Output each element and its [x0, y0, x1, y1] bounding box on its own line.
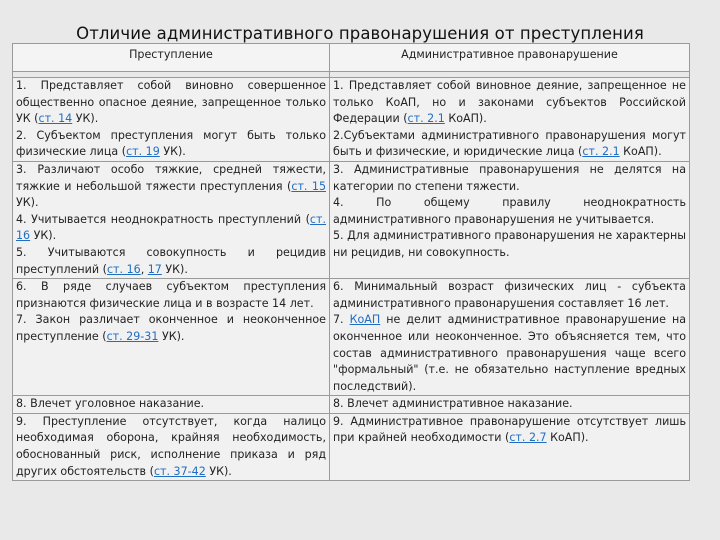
- cell-text: не делит административное правонарушение на оконченное или неоконченное. Это объясняется тем, что состав административного правонарушения чаще всего "формальный" (т.е. не обязательно наступление вредных последствий).: [333, 313, 686, 393]
- cell-text: 6. Минимальный возраст физических лиц - субъекта административного правонарушения составляет 16 лет.: [333, 280, 686, 310]
- cell-text: КоАП).: [546, 431, 589, 445]
- cell-paragraph: [16, 78, 326, 128]
- article-link[interactable]: ст. 16: [106, 262, 141, 276]
- crime-cell: [13, 396, 330, 414]
- cell-paragraph: [16, 279, 326, 312]
- offense-cell: [330, 161, 690, 278]
- cell-paragraph: [333, 414, 686, 447]
- cell-paragraph: [16, 312, 326, 345]
- cell-paragraph: [333, 195, 686, 228]
- crime-cell: [13, 413, 330, 480]
- offense-cell: [330, 396, 690, 414]
- table-row: [13, 413, 690, 480]
- article-link[interactable]: ст. 2.1: [582, 145, 620, 159]
- cell-paragraph: [333, 312, 686, 395]
- cell-paragraph: [16, 414, 326, 480]
- cell-text: 8. Влечет уголовное наказание.: [16, 397, 205, 411]
- cell-paragraph: [16, 396, 326, 413]
- cell-text: 7. Закон различает оконченное и неоконченное преступление (: [16, 313, 326, 343]
- article-link[interactable]: ст. 37-42: [153, 464, 206, 478]
- cell-text: 9. Преступление отсутствует, когда налицо необходимая оборона, крайняя необходимость, обоснованный риск, исполнение приказа и ряд других обстоятельств (: [16, 414, 326, 478]
- cell-paragraph: [16, 162, 326, 212]
- cell-text: ,: [140, 262, 148, 276]
- cell-text: 2. Субъектом преступления могут быть только физические лица (: [16, 128, 326, 159]
- table-row: [13, 161, 690, 278]
- offense-cell: [330, 279, 690, 396]
- cell-paragraph: [333, 162, 686, 195]
- header-offense: Административное правонарушение: [330, 44, 690, 72]
- crime-cell: [13, 78, 330, 162]
- crime-cell: [13, 279, 330, 396]
- table-row: [13, 279, 690, 396]
- cell-text: 5. Учитываются совокупность и рецидив преступлений (: [16, 245, 326, 276]
- page-title: Отличие административного правонарушения от преступления: [76, 24, 644, 43]
- cell-text: 1. Представляет собой виновное деяние, запрещенное не только КоАП, но и законами субъектов Российской Федерации (: [333, 79, 686, 126]
- cell-text: 6. В ряде случаев субъектом преступления признаются физические лица и в возрасте 14 лет.: [16, 280, 326, 310]
- article-link[interactable]: ст. 15: [291, 179, 326, 193]
- article-link[interactable]: ст. 2.7: [509, 431, 547, 445]
- cell-paragraph: [16, 212, 326, 245]
- cell-text: КоАП).: [619, 145, 662, 159]
- cell-text: УК).: [30, 229, 57, 243]
- cell-text: 7.: [333, 313, 350, 327]
- article-link[interactable]: ст. 16: [16, 212, 326, 243]
- cell-text: 4. По общему правилу неоднократность административного правонарушения не учитывается.: [333, 196, 686, 226]
- table-row: [13, 78, 690, 162]
- header-crime: Преступление: [13, 44, 330, 72]
- crime-cell: [13, 161, 330, 278]
- cell-text: 5. Для административного правонарушения не характерны ни рецидив, ни совокупность.: [333, 229, 686, 259]
- cell-paragraph: [333, 228, 686, 261]
- cell-paragraph: [333, 279, 686, 312]
- table-header-row: [13, 44, 690, 72]
- cell-text: 2.Субъектами административного правонарушения могут быть и физические, и юридические лица (: [333, 128, 686, 159]
- cell-text: УК).: [159, 145, 186, 159]
- article-link[interactable]: КоАП: [349, 313, 381, 327]
- cell-text: 3. Различают особо тяжкие, средней тяжести, тяжкие и небольшой тяжести преступления (: [16, 162, 326, 193]
- cell-paragraph: [333, 128, 686, 161]
- article-link[interactable]: ст. 2.1: [407, 112, 445, 126]
- cell-text: 8. Влечет административное наказание.: [333, 397, 573, 411]
- cell-text: УК).: [205, 464, 232, 478]
- cell-text: 1. Представляет собой виновно совершенное общественно опасное деяние, запрещенное только УК (: [16, 79, 326, 126]
- table-body: [13, 72, 690, 481]
- article-link[interactable]: ст. 19: [126, 145, 160, 159]
- cell-text: КоАП).: [444, 112, 487, 126]
- cell-text: УК).: [16, 196, 39, 210]
- cell-text: 4. Учитывается неоднократность преступлений (: [16, 212, 310, 226]
- cell-paragraph: [16, 245, 326, 278]
- cell-text: УК).: [161, 262, 188, 276]
- cell-text: 3. Административные правонарушения не делятся на категории по степени тяжести.: [333, 162, 686, 193]
- table-row: [13, 396, 690, 414]
- cell-paragraph: [16, 128, 326, 161]
- comparison-table: [12, 43, 690, 481]
- article-link[interactable]: ст. 14: [38, 112, 73, 126]
- cell-paragraph: [333, 396, 686, 413]
- cell-text: УК).: [72, 112, 99, 126]
- cell-text: 9. Административное правонарушение отсутствует лишь при крайней необходимости (: [333, 414, 686, 445]
- article-link[interactable]: 17: [147, 262, 162, 276]
- article-link[interactable]: ст. 29-31: [106, 329, 159, 343]
- offense-cell: [330, 78, 690, 162]
- cell-text: УК).: [158, 329, 185, 343]
- offense-cell: [330, 413, 690, 480]
- cell-paragraph: [333, 78, 686, 128]
